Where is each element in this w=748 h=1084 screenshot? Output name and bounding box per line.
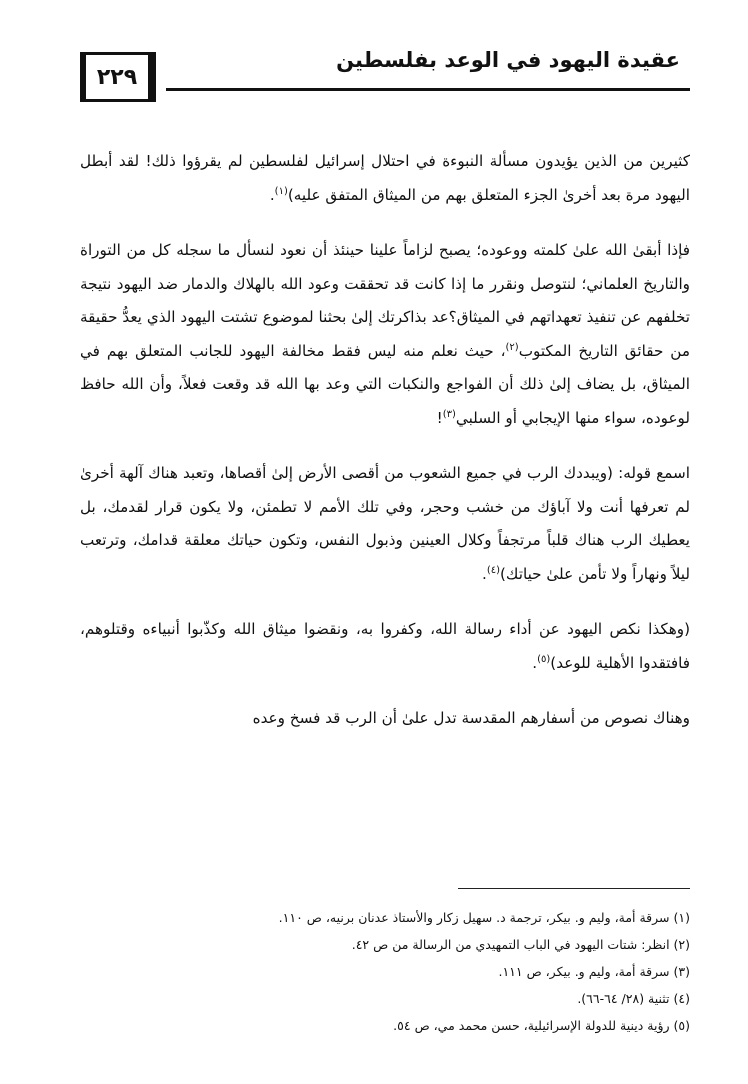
footnote: (٥) رؤية دينية للدولة الإسرائيلية، حسن محمد مي، ص ٥٤. — [393, 1018, 690, 1033]
main-text — [80, 145, 690, 758]
paragraph: وهناك نصوص من أسفارهم المقدسة تدل علىٰ أن الرب قد فسخ وعده — [252, 709, 690, 727]
footnote: (١) سرقة أمة، وليم و. بيكر، ترجمة د. سهيل زكار والأستاذ عدنان برنيه، ص ١١٠. — [278, 910, 690, 925]
paragraph: (وهكذا نكص اليهود عن أداء رسالة الله، وكفروا به، ونقضوا ميثاق الله وكذّبوا أنبياءه وقتلوهم، فافتقدوا الأهلية للوعد)$^{(٥)}$. — [80, 620, 690, 672]
footnote-ref[interactable]: (٤) — [486, 564, 500, 576]
paragraph: اسمع قوله: (ويبددك الرب في جميع الشعوب من أقصى الأرض إلىٰ أقصاها، وتعبد هناك آلهة أخرىٰ لم تعرفها أنت ولا آباؤك من خشب وحجر، وفي تلك الأمم لا تطمئن، ولا يكون قرار لقدمك، بل يعطيك الرب هناك قلباً مرتجفاً وكلال العينين وذبول النفس، وتكون حياتك معلقة قدامك، وترتعب ليلاً ونهاراً ولا تأمن علىٰ حياتك)$^{(٤)}$. — [80, 464, 690, 583]
footnote-ref[interactable]: (٣) — [442, 408, 456, 420]
running-title: عقيدة اليهود في الوعد بفلسطين — [336, 48, 680, 72]
footnote-ref[interactable]: (٥) — [537, 653, 551, 665]
page-number-box — [80, 52, 156, 102]
page-header — [80, 40, 690, 110]
footnote-ref[interactable]: (١) — [274, 185, 288, 197]
page-number: ٢٢٩ — [96, 64, 138, 90]
footnote: (٣) سرقة أمة، وليم و. بيكر، ص ١١١. — [498, 964, 690, 979]
footnote: (٤) تثنية (٢٨/ ٦٤-٦٦). — [577, 991, 690, 1006]
header-rule — [166, 88, 690, 91]
paragraph: فإذا أبقىٰ الله علىٰ كلمته ووعوده؛ يصبح لزاماً علينا حينئذ أن نعود لنسأل ما سجله كل من التوراة والتاريخ العلماني؛ لنتوصل ونقرر ما إذا كانت قد تحققت وعود الله بالهلاك والدمار ضد اليهود نتيجة تخلفهم عن تنفيذ تعهداتهم في الميثاق؟عد بذاكرتك إلىٰ بحثنا لموضوع تشتت اليهود الذي يعدُّ حقيقة من حقائق التاريخ المكتوب$^{(٢)}$، حيث نعلم منه ليس فقط مخالفة اليهود للجانب المتعلق بهم في الميثاق، بل يضاف إلىٰ ذلك أن الفواجع والنكبات التي وعد بها الله قد وقعت فعلاً، وأن الله حافظ لوعوده، سواء منها الإيجابي أو السلبي$^{(٣)}$! — [80, 241, 690, 427]
footnote: (٢) انظر: شتات اليهود في الباب التمهيدي من الرسالة من ص ٤٢. — [351, 937, 690, 952]
footnote-ref[interactable]: (٢) — [505, 341, 519, 353]
paragraph: كثيرين من الذين يؤيدون مسألة النبوءة في احتلال إسرائيل لفلسطين لم يقرؤوا ذلك! لقد أبطل اليهود مرة بعد أخرىٰ الجزء المتعلق بهم من الميثاق المتفق عليه)$^{(١)}$. — [80, 152, 690, 204]
footnotes — [80, 904, 690, 1039]
footnote-separator — [458, 888, 690, 889]
